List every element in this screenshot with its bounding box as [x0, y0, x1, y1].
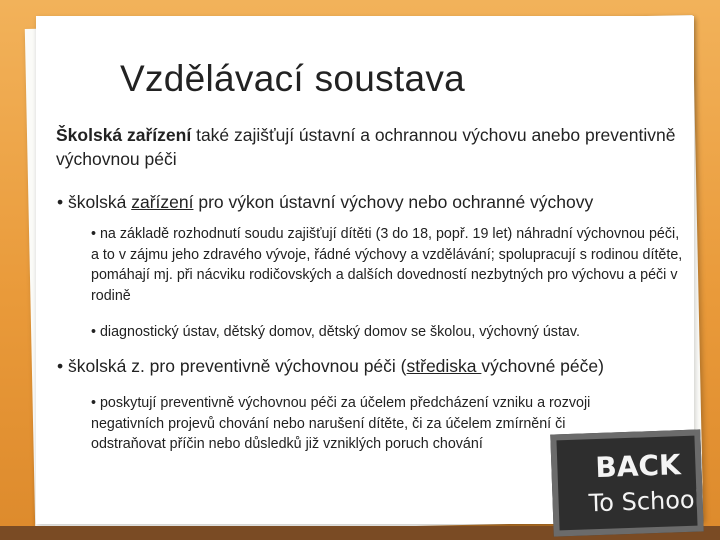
bullet-2-sub-1: • poskytují preventivně výchovnou péči za účelem předcházení vzniku a rozvoji negativních projevů chování nebo narušení dítěte, či za účelem zmírnění či odstraňovat příčin nebo důsledků již vzniklých poruch chování [91, 395, 591, 452]
bullet-1-sub-1: • na základě rozhodnutí soudu zajišťují dítěti (3 do 18, popř. 19 let) náhradní výchovnou péči, a to v zájmu jeho zdravého vývoje, řádné výchovy a vzdělávání; spolupracují s rodinou dítěte, pomáhají mj. při nácviku rodičovských a dalších dovedností nezbytných pro výchovu a péči v rodině [91, 226, 683, 304]
intro-bold: Školská zařízení [56, 125, 192, 145]
bullet-1: • školská zařízení pro výkon ústavní výchovy nebo ochranné výchovy [57, 192, 594, 212]
chalk-line-1: BACK [594, 448, 682, 485]
chalk-lettering [556, 436, 697, 531]
slide-title: Vzdělávací soustava [120, 58, 466, 99]
bullet-2: • školská z. pro preventivně výchovnou péči (střediska výchovné péče) [57, 356, 604, 376]
intro-paragraph [56, 123, 686, 171]
chalkboard-image [550, 429, 703, 536]
chalk-line-2: To School [588, 485, 698, 518]
bullet-1-sub-2: • diagnostický ústav, dětský domov, dětský domov se školou, výchovný ústav. [91, 324, 580, 340]
intro-text: také zajišťují ústavní a ochrannou výchovu anebo preventivně výchovnou péči [56, 125, 676, 169]
